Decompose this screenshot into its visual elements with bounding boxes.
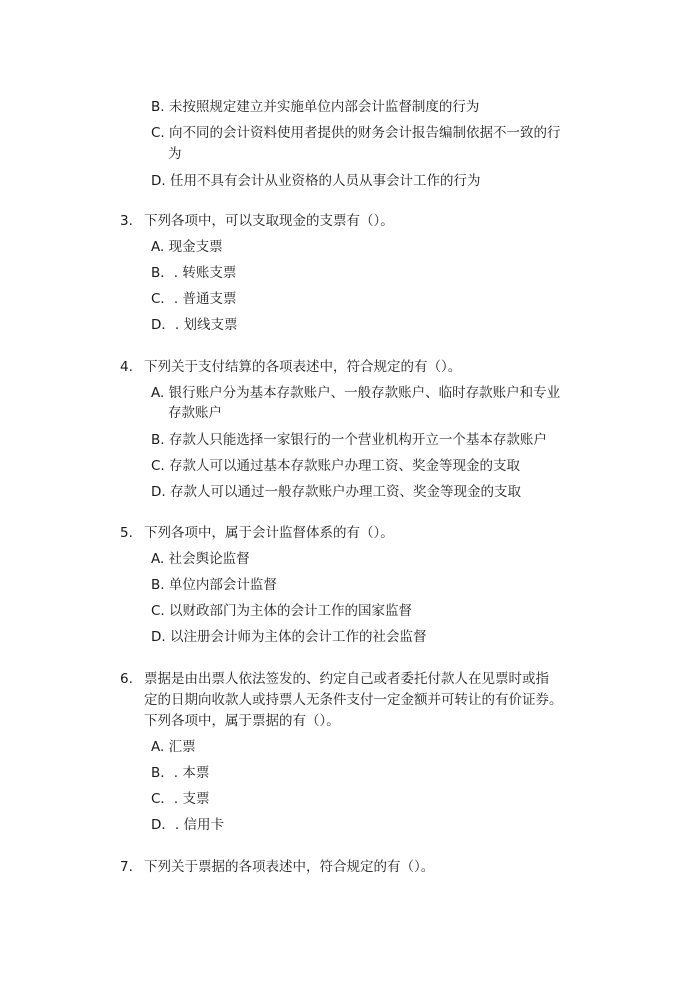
option-letter: B.	[151, 432, 165, 448]
q3-option-d	[151, 315, 237, 335]
q6-stem-line-3: 下列各项中，属于票据的有（）。	[144, 713, 340, 729]
q6-stem-line-1: 票据是由出票人依法签发的、约定自己或者委托付款人在见票时或指	[144, 671, 549, 687]
q4-option-a	[151, 383, 560, 403]
q2-option-b	[151, 97, 479, 117]
option-text: 以注册会计师为主体的会计工作的社会监督	[169, 629, 427, 645]
q2-option-d	[151, 171, 480, 191]
q4-number: 4.	[120, 359, 133, 375]
option-letter: B.	[151, 99, 165, 115]
q2-option-c	[151, 123, 561, 143]
q4-option-b	[151, 430, 547, 450]
option-text: 划线支票	[183, 317, 238, 333]
option-letter: B．.	[151, 765, 179, 781]
option-letter: D.	[151, 629, 166, 645]
q5-option-a	[151, 549, 250, 569]
option-letter: C．.	[151, 791, 179, 807]
q6-option-c	[151, 789, 210, 809]
q7-number: 7.	[120, 859, 133, 875]
option-text: 以财政部门为主体的会计工作的国家监督	[169, 603, 413, 619]
option-letter: A.	[151, 551, 165, 567]
option-letter: A.	[151, 239, 165, 255]
option-letter: C.	[151, 458, 165, 474]
option-text: 单位内部会计监督	[168, 577, 277, 593]
option-letter: B．.	[151, 265, 179, 281]
option-letter: D．.	[151, 817, 180, 833]
q6-option-a	[151, 737, 196, 757]
q3-option-b	[151, 263, 236, 283]
option-text: 银行账户分为基本存款账户、一般存款账户、临时存款账户和专业	[168, 385, 561, 401]
option-letter: D．.	[151, 317, 180, 333]
q6-option-b	[151, 763, 209, 783]
q5-stem: 下列各项中，属于会计监督体系的有（）。	[144, 525, 394, 541]
q3-option-a	[151, 237, 223, 257]
q5-option-b	[151, 575, 277, 595]
option-letter: C.	[151, 125, 165, 141]
q4-stem: 下列关于支付结算的各项表述中，符合规定的有（）。	[144, 359, 462, 375]
q5-option-d	[151, 627, 426, 647]
q7-stem: 下列关于票据的各项表述中，符合规定的有（）。	[144, 859, 435, 875]
q4-option-d	[151, 482, 521, 502]
option-text: 向不同的会计资料使用者提供的财务会计报告编制依据不一致的行	[169, 125, 561, 141]
q6-number: 6.	[120, 671, 133, 687]
option-letter: A.	[151, 739, 165, 755]
q4-option-c	[151, 456, 520, 476]
option-letter: D.	[151, 484, 166, 500]
option-letter: A.	[151, 385, 165, 401]
option-text: 信用卡	[183, 817, 224, 833]
option-text: 本票	[182, 765, 210, 781]
q5-number: 5.	[120, 525, 133, 541]
option-text: 存款人可以通过一般存款账户办理工资、奖金等现金的支取	[169, 484, 521, 500]
option-text: 社会舆论监督	[168, 551, 250, 567]
option-text: 存款人只能选择一家银行的一个营业机构开立一个基本存款账户	[168, 432, 547, 448]
option-text: 现金支票	[168, 239, 223, 255]
q3-number: 3.	[120, 213, 133, 229]
q3-option-c	[151, 289, 237, 309]
option-letter: C．.	[151, 291, 179, 307]
q6-stem-line-2: 定的日期向收款人或持票人无条件支付一定金额并可转让的有价证券。	[144, 692, 563, 708]
option-text: 普通支票	[182, 291, 237, 307]
option-letter: C.	[151, 603, 165, 619]
option-text: 任用不具有会计从业资格的人员从事会计工作的行为	[169, 173, 481, 189]
option-letter: B.	[151, 577, 165, 593]
option-text: 转账支票	[182, 265, 237, 281]
q4-option-a-continued: 存款账户	[168, 405, 222, 421]
option-text: 存款人可以通过基本存款账户办理工资、奖金等现金的支取	[169, 458, 521, 474]
option-text: 汇票	[168, 739, 196, 755]
option-text: 未按照规定建立并实施单位内部会计监督制度的行为	[168, 99, 480, 115]
option-text: 支票	[182, 791, 210, 807]
q3-stem: 下列各项中，可以支取现金的支票有（）。	[144, 213, 394, 229]
q2-option-c-continued: 为	[168, 146, 182, 162]
q5-option-c	[151, 601, 412, 621]
q6-option-d	[151, 815, 224, 835]
option-letter: D.	[151, 173, 166, 189]
